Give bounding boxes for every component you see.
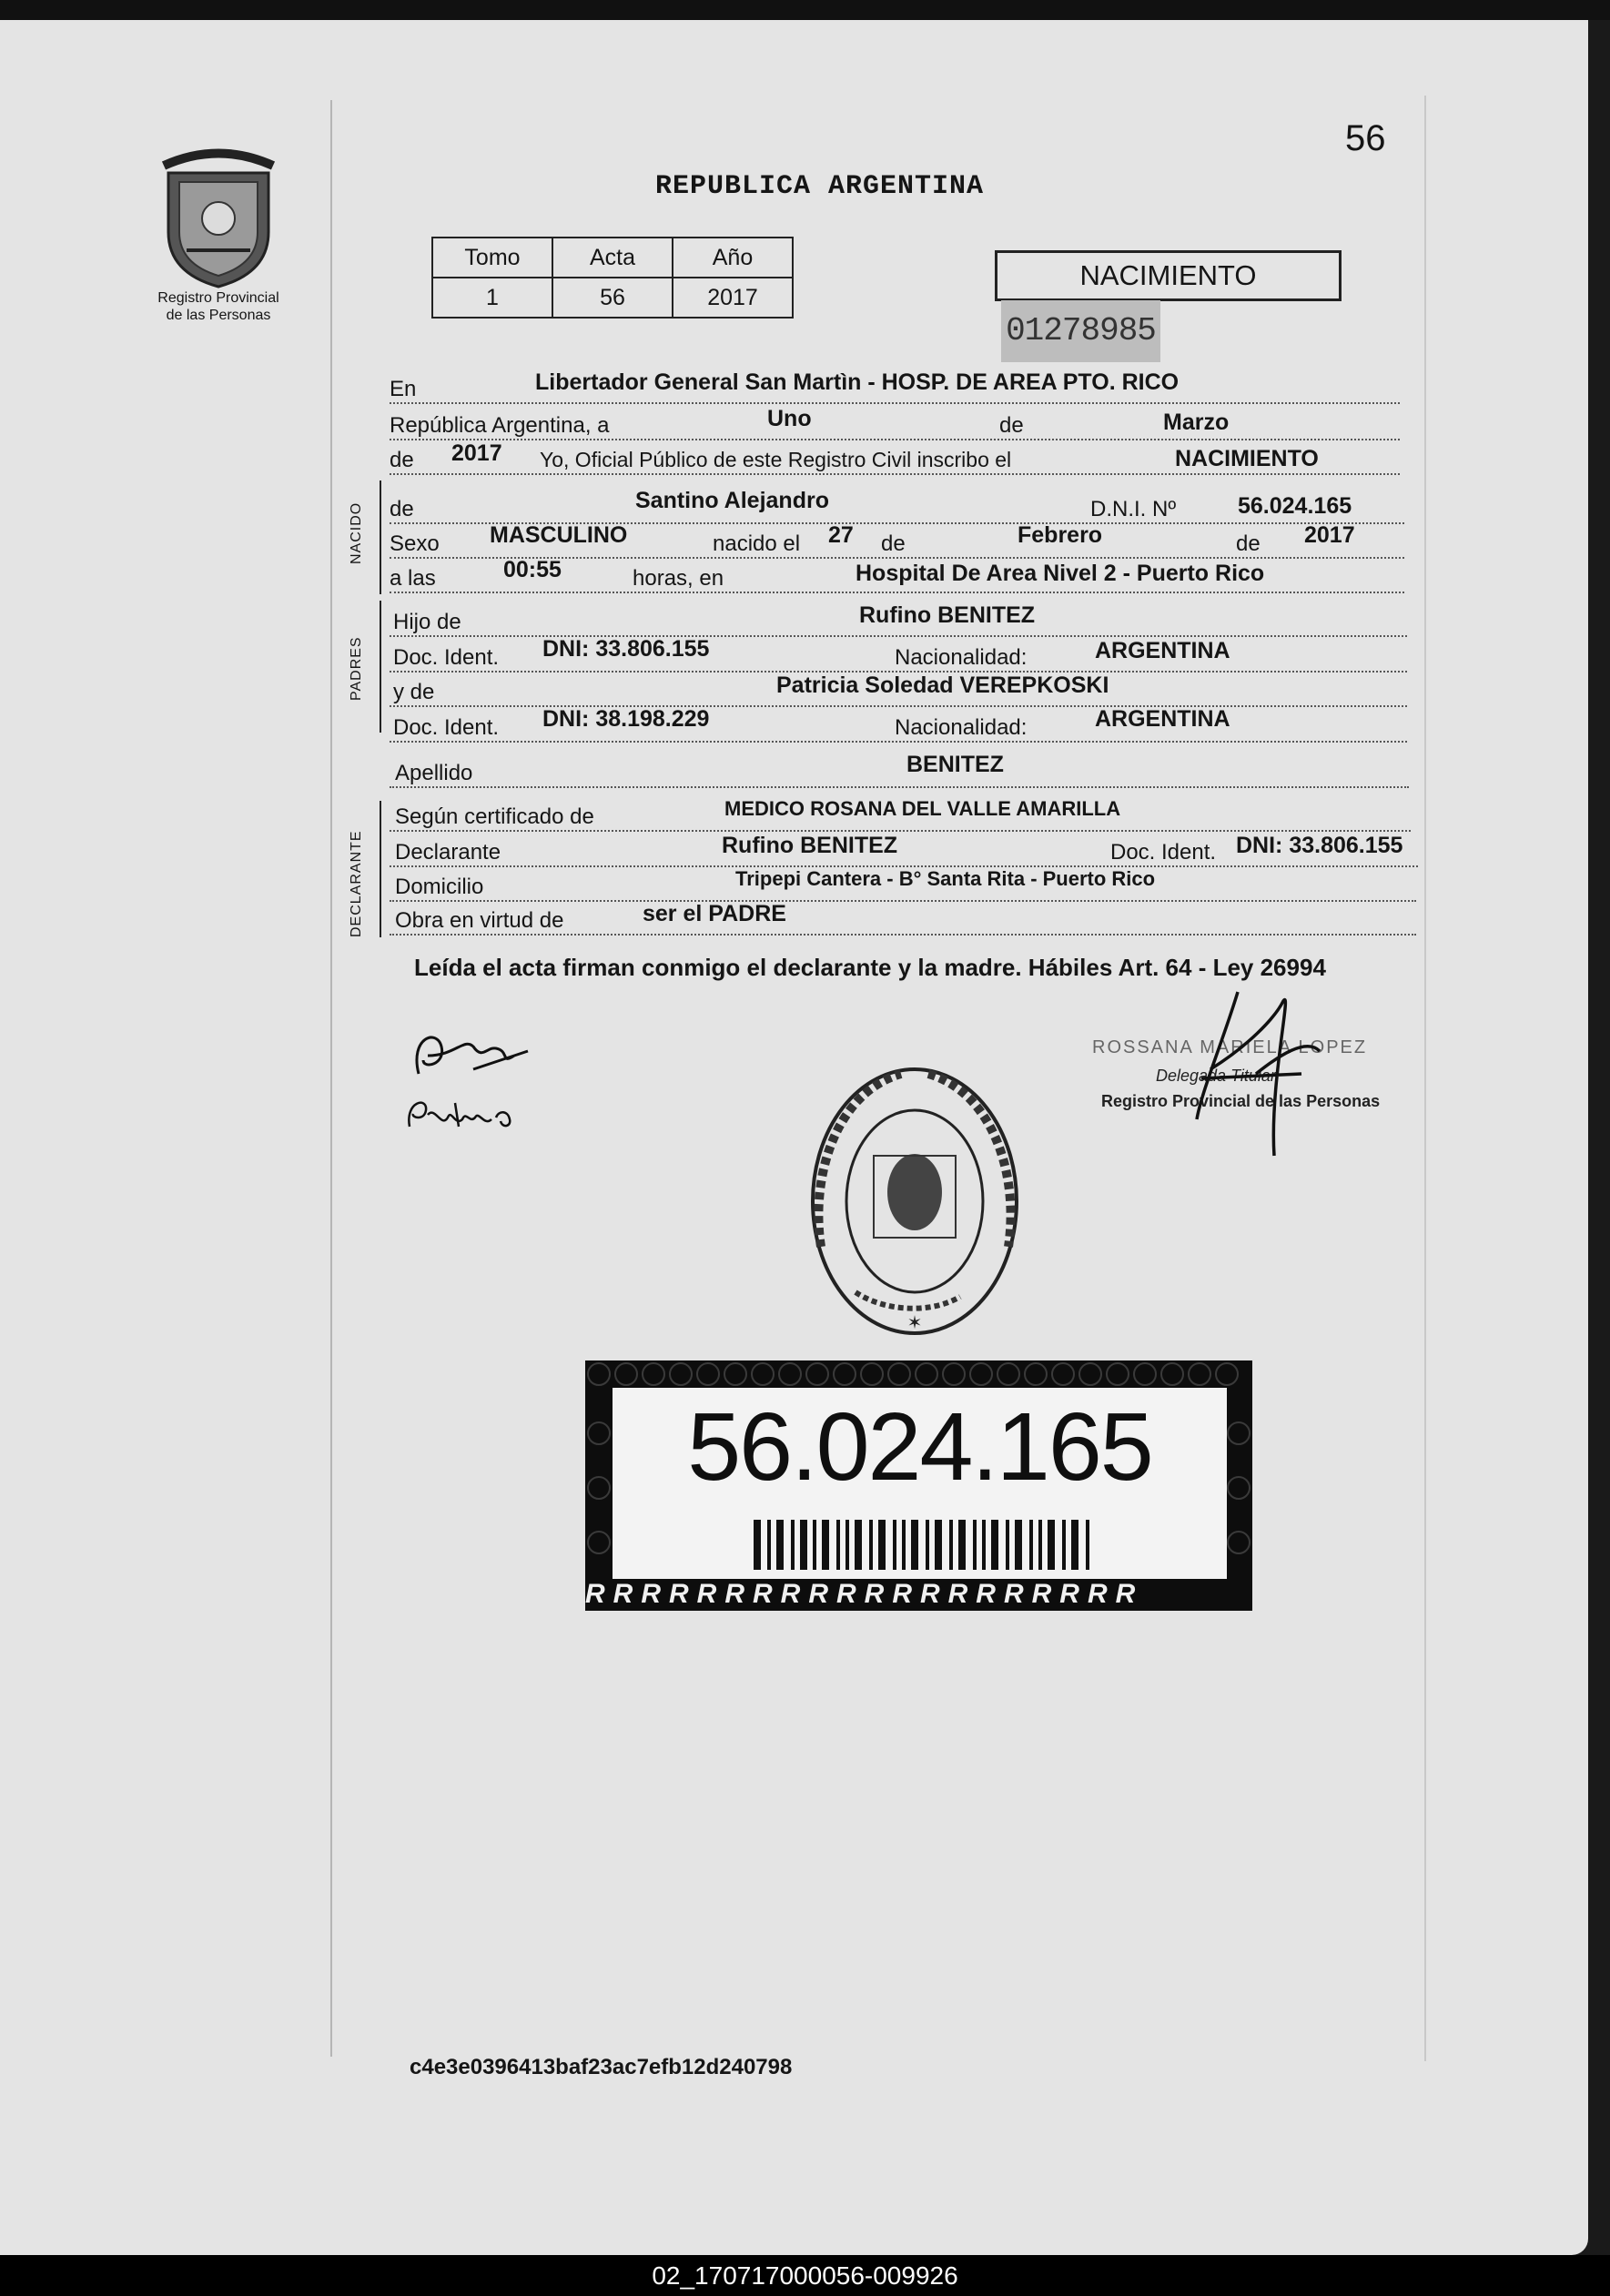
sexo-value: MASCULINO — [490, 522, 628, 548]
official-name: ROSSANA MARIELA LOPEZ — [1092, 1037, 1368, 1057]
official-role: Delegada Titular — [1156, 1067, 1276, 1085]
obra-value: ser el PADRE — [643, 901, 786, 926]
left-margin-line — [330, 100, 332, 2057]
row-hijo-de — [390, 604, 1407, 637]
y-de-label: y de — [393, 680, 435, 704]
mother-doc-label: Doc. Ident. — [393, 715, 500, 740]
record-type-box: NACIMIENTO — [995, 250, 1342, 301]
mother-nationality-label: Nacionalidad: — [895, 715, 1028, 740]
official-org: Registro Provincial de las Personas — [1101, 1092, 1381, 1110]
birth-place: Hospital De Area Nivel 2 - Puerto Rico — [856, 561, 1265, 586]
padres-section-bar — [380, 601, 381, 733]
mother-name: Patricia Soledad VEREPKOSKI — [776, 673, 1109, 698]
record-table-header-acta: Acta — [552, 238, 673, 278]
father-doc-label: Doc. Ident. — [393, 645, 500, 670]
a-las-label: a las — [390, 566, 436, 591]
apellido-label: Apellido — [395, 761, 473, 785]
birth-de-label: de — [881, 531, 906, 556]
closing-text: Leída el acta firman conmigo el declarante y la madre. Hábiles Art. 64 - Ley 26994 — [414, 954, 1326, 981]
nacido-section-label: NACIDO — [349, 501, 364, 564]
declarant-signatures-image — [400, 1019, 537, 1138]
record-table-value-acta: 56 — [552, 278, 673, 318]
month-value: Marzo — [1163, 410, 1230, 435]
day-value: Uno — [767, 406, 812, 431]
barcode-number: 56.024.165 — [687, 1393, 1152, 1501]
en-label: En — [390, 377, 417, 401]
horas-en-label: horas, en — [633, 566, 724, 591]
de-year-label: de — [390, 448, 414, 472]
declarante-label: Declarante — [395, 840, 501, 865]
record-table — [431, 237, 794, 319]
oficial-text: Yo, Oficial Público de este Registro Civil inscribo el — [540, 448, 1012, 471]
hash-code: c4e3e0396413baf23ac7efb12d240798 — [410, 2055, 793, 2079]
nacido-name-value: Santino Alejandro — [635, 488, 829, 513]
footer-filename: 02_170717000056-009926 — [0, 2255, 1610, 2296]
row-certificado — [390, 799, 1411, 832]
crest-icon — [150, 146, 287, 291]
nacido-de-label: de — [390, 497, 414, 521]
birth-day: 27 — [828, 522, 854, 548]
republica-label: República Argentina, a — [390, 413, 610, 438]
row-obra — [390, 903, 1416, 936]
nacido-el-label: nacido el — [713, 531, 801, 556]
father-nationality: ARGENTINA — [1095, 638, 1230, 663]
domicilio-value: Tripepi Cantera - B° Santa Rita - Puerto Rico — [735, 867, 1156, 890]
declarante-section-bar — [380, 801, 381, 937]
birth-month: Febrero — [1018, 522, 1103, 548]
apellido-value: BENITEZ — [906, 752, 1004, 777]
top-background-strip — [0, 0, 1610, 20]
row-en — [390, 371, 1400, 404]
row-y-de — [390, 674, 1407, 707]
en-value: Libertador General San Martìn - HOSP. DE AREA PTO. RICO — [535, 369, 1180, 395]
record-table-header-tomo: Tomo — [432, 238, 552, 278]
inscription-value: NACIMIENTO — [1175, 446, 1319, 471]
certificado-label: Según certificado de — [395, 804, 594, 829]
row-domicilio — [390, 869, 1416, 902]
serial-number: 01278985 — [1001, 300, 1160, 362]
declarante-doc-label: Doc. Ident. — [1110, 840, 1217, 865]
certificado-value: MEDICO ROSANA DEL VALLE AMARILLA — [724, 797, 1121, 820]
declarante-value: Rufino BENITEZ — [722, 833, 898, 858]
de-label: de — [999, 413, 1024, 438]
row-apellido — [390, 752, 1409, 788]
mother-nationality: ARGENTINA — [1095, 706, 1230, 732]
declarante-doc: DNI: 33.806.155 — [1236, 833, 1403, 858]
declarante-section-label: DECLARANTE — [349, 830, 364, 937]
obra-label: Obra en virtud de — [395, 908, 564, 933]
registry-label-line1: Registro Provincial — [157, 290, 279, 306]
record-table-header-ano: Año — [673, 238, 793, 278]
father-doc: DNI: 33.806.155 — [542, 636, 710, 662]
nacido-section-bar — [380, 480, 381, 594]
mother-doc: DNI: 38.198.229 — [542, 706, 710, 732]
row-a-las — [390, 557, 1404, 593]
sexo-label: Sexo — [390, 531, 440, 556]
birth-time: 00:55 — [503, 557, 562, 582]
hijo-de-label: Hijo de — [393, 610, 461, 634]
row-oficial — [390, 442, 1400, 475]
domicilio-label: Domicilio — [395, 875, 484, 899]
document-title: REPUBLICA ARGENTINA — [655, 171, 985, 202]
right-margin-line — [1424, 96, 1426, 2061]
row-father-doc — [390, 636, 1407, 673]
father-name: Rufino BENITEZ — [859, 602, 1036, 628]
padres-section-label: PADRES — [349, 636, 364, 701]
row-mother-doc — [390, 706, 1407, 743]
registry-seal-image — [801, 1056, 1028, 1347]
svg-text:✶: ✶ — [906, 1313, 923, 1333]
row-nacido-name — [390, 488, 1404, 524]
dni-value: 56.024.165 — [1238, 493, 1352, 519]
page-number: 56 — [1345, 118, 1386, 158]
barcode-r-strip: RRRRRRRRRRRRRRRRRRRR — [585, 1579, 1144, 1609]
father-nationality-label: Nacionalidad: — [895, 645, 1028, 670]
record-table-value-ano: 2017 — [673, 278, 793, 318]
year-value: 2017 — [451, 440, 502, 466]
row-sexo — [390, 522, 1404, 559]
dni-label: D.N.I. Nº — [1090, 497, 1177, 521]
birth-year: 2017 — [1304, 522, 1355, 548]
row-declarante — [390, 834, 1418, 867]
official-signature-image — [1147, 983, 1347, 1165]
registry-label — [137, 289, 300, 324]
birth-de-label-2: de — [1236, 531, 1261, 556]
registry-label-line2: de las Personas — [166, 308, 271, 323]
row-republica — [390, 408, 1400, 440]
record-table-value-tomo: 1 — [432, 278, 552, 318]
